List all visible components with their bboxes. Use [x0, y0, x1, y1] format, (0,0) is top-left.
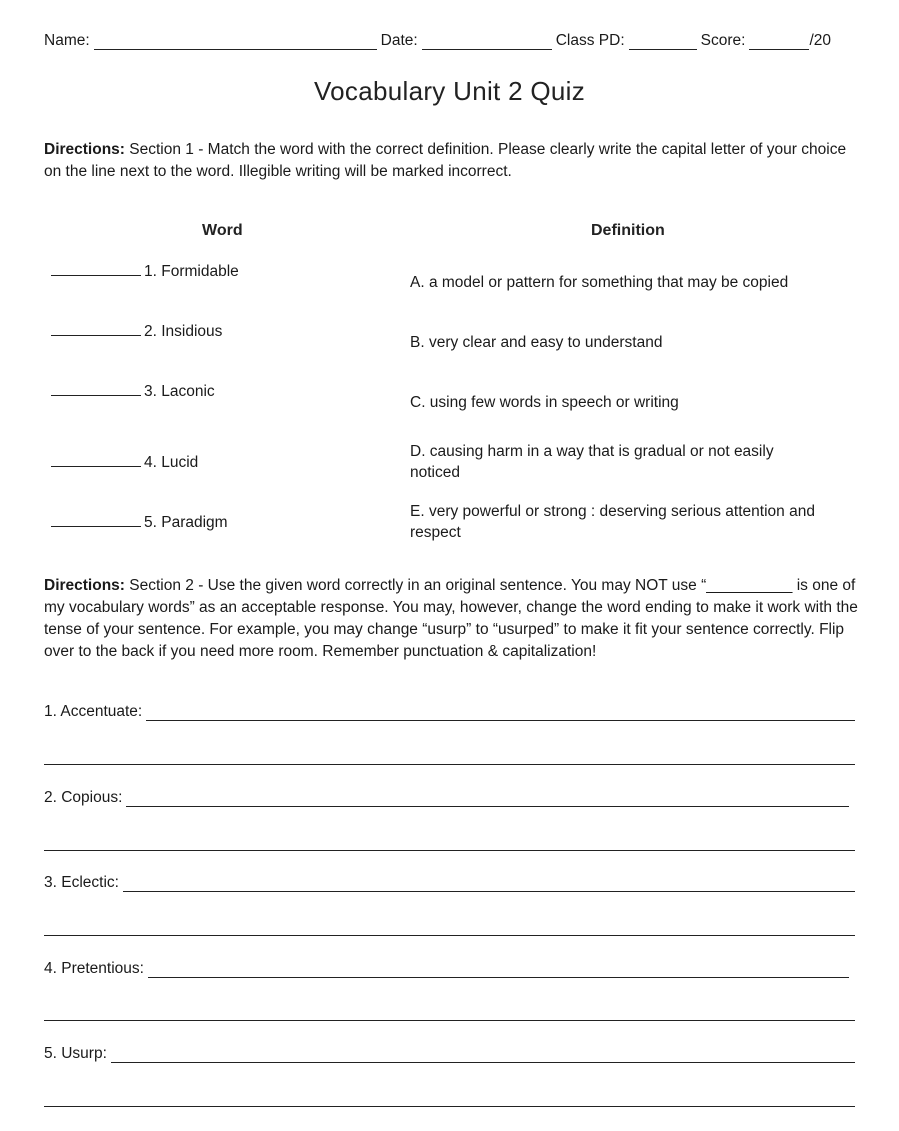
- definition-d: D. causing harm in a way that is gradual or not easily noticed: [410, 443, 774, 481]
- section1-directions: [44, 139, 859, 183]
- sentence-item: [44, 960, 849, 978]
- student-info-header: [44, 32, 856, 50]
- sentence-item: [44, 789, 849, 807]
- date-label: Date:: [380, 32, 418, 49]
- sentence-continuation-line[interactable]: [44, 935, 855, 936]
- sentence-item: [44, 1045, 855, 1063]
- sentence-word-label: 3. Eclectic:: [44, 874, 119, 891]
- answer-blank[interactable]: [51, 321, 141, 336]
- date-field[interactable]: [422, 34, 552, 50]
- score-total: /20: [809, 32, 831, 49]
- class-period-label: Class PD:: [555, 32, 625, 49]
- section2-directions: [44, 575, 859, 663]
- sentence-line[interactable]: [148, 962, 849, 978]
- answer-blank[interactable]: [51, 452, 141, 467]
- sentence-continuation-line[interactable]: [44, 1020, 855, 1021]
- sentence-line[interactable]: [126, 791, 849, 807]
- sentence-line[interactable]: [123, 876, 855, 892]
- score-field[interactable]: [749, 34, 809, 50]
- sentence-word-label: 2. Copious:: [44, 789, 123, 806]
- word-column-header: Word: [202, 222, 243, 239]
- sentence-word-label: 5. Usurp:: [44, 1045, 107, 1062]
- match-word-row: [51, 452, 198, 473]
- sentence-continuation-line[interactable]: [44, 850, 855, 851]
- sentence-line[interactable]: [111, 1047, 855, 1063]
- class-period-field[interactable]: [629, 34, 697, 50]
- score-label: Score:: [700, 32, 746, 49]
- sentence-word-label: 1. Accentuate:: [44, 703, 143, 720]
- sentence-item: [44, 874, 855, 892]
- directions-label: Directions:: [44, 577, 125, 594]
- directions-text: Section 1 - Match the word with the correct definition. Please clearly write the capital letter of your choice on the line next to the word. Illegible writing will be marked incorrect.: [44, 141, 847, 180]
- match-word-row: [51, 261, 239, 282]
- vocab-word: 1. Formidable: [144, 263, 239, 280]
- definition-e: E. very powerful or strong : deserving serious attention and respect: [410, 503, 815, 541]
- vocab-word: 3. Laconic: [144, 383, 215, 400]
- sentence-line[interactable]: [146, 705, 855, 721]
- match-word-row: [51, 381, 215, 402]
- sentence-continuation-line[interactable]: [44, 764, 855, 765]
- vocab-word: 2. Insidious: [144, 323, 223, 340]
- directions-text: Section 2 - Use the given word correctly in an original sentence. You may NOT use “__________ is one of my vocabulary words” as an acceptable response. You may, however, change the word ending to make it work with the tense of your sentence. For example, you may change “usurp” to “usurped” to make it fit your sentence correctly. Flip over to the back if you need more room. Remember punctuation & capitalization!: [44, 577, 858, 660]
- definition-a: A. a model or pattern for something that may be copied: [410, 274, 789, 291]
- match-word-row: [51, 321, 222, 342]
- answer-blank[interactable]: [51, 381, 141, 396]
- definition-column-header: Definition: [591, 222, 665, 239]
- definition-b: B. very clear and easy to understand: [410, 334, 663, 351]
- answer-blank[interactable]: [51, 261, 141, 276]
- vocab-word: 5. Paradigm: [144, 514, 228, 531]
- sentence-continuation-line[interactable]: [44, 1106, 855, 1107]
- name-field[interactable]: [94, 34, 377, 50]
- sentence-item: [44, 703, 855, 721]
- name-label: Name:: [44, 32, 90, 49]
- vocab-word: 4. Lucid: [144, 454, 199, 471]
- directions-label: Directions:: [44, 141, 125, 158]
- match-word-row: [51, 512, 228, 533]
- answer-blank[interactable]: [51, 512, 141, 527]
- page-title: Vocabulary Unit 2 Quiz: [313, 76, 586, 106]
- definition-c: C. using few words in speech or writing: [410, 394, 679, 411]
- sentence-word-label: 4. Pretentious:: [44, 960, 144, 977]
